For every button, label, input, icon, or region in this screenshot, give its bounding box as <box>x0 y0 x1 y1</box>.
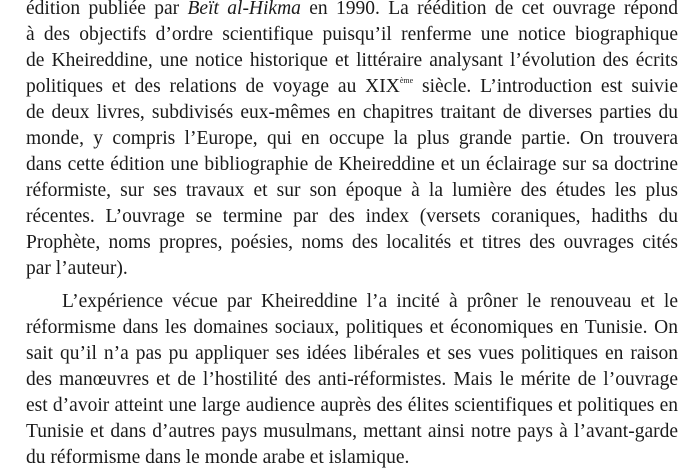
superscript: ème <box>399 76 414 85</box>
text-line: Prophète, noms propres, poésies, noms des localités et titres des ouvrages cités <box>26 232 678 253</box>
text-line: du réformisme dans le monde arabe et islamique. <box>26 447 410 468</box>
text-line: de Kheireddine, une notice historique et littéraire analysant l’évolution des écrits <box>26 50 678 71</box>
text-line: à des objectifs d’ordre scientifique puisqu’il renferme une notice biographique <box>26 24 678 45</box>
text-line: Tunisie et dans d’autres pays musulmans, mettant ainsi notre pays à l’avant-garde <box>26 421 678 442</box>
text-line: par l’auteur). <box>26 258 128 279</box>
text-line: édition publiée par Beït al-Hikma en 1990. La réédition de cet ouvrage répond <box>26 0 678 19</box>
text-line: dans cette édition une bibliographie de Kheireddine et un éclairage sur sa doctrine <box>26 154 678 175</box>
text-line: politiques et des relations de voyage au XIXème siècle. L’introduction est suivie <box>26 76 678 97</box>
text-line: de deux livres, subdivisés eux-mêmes en chapitres traitant de diverses parties du <box>26 102 678 123</box>
text-line: est d’avoir atteint une large audience auprès des élites scientifiques et politiques en <box>26 395 678 416</box>
text-line: réformiste, sur ses travaux et sur son époque à la lumière des études les plus <box>26 180 678 201</box>
publisher-name: Beït al-Hikma <box>187 0 301 19</box>
text-line: réformisme dans les domaines sociaux, politiques et économiques en Tunisie. On <box>26 317 678 338</box>
text-line: récentes. L’ouvrage se termine par des index (versets coraniques, hadiths du <box>26 206 678 227</box>
text-line: des manœuvres et de l’hostilité des anti-réformistes. Mais le mérite de l’ouvrage <box>26 369 678 390</box>
text-line: monde, y compris l’Europe, qui en occupe la plus grande partie. On trouvera <box>26 128 678 149</box>
text-line: sait qu’il n’a pas pu appliquer ses idées libérales et ses vues politiques en raison <box>26 343 678 364</box>
text-line: L’expérience vécue par Kheireddine l’a incité à prôner le renouveau et le <box>62 291 678 312</box>
